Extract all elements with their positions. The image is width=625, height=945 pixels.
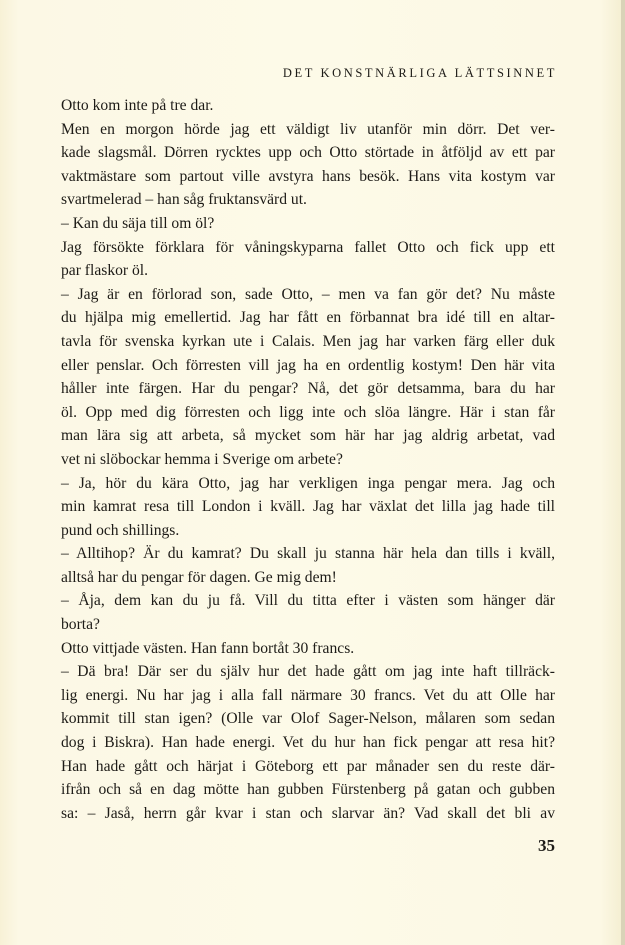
- text-line: kommit till stan igen? (Olle var Olof Sager-Nelson, målaren som sedan: [61, 710, 555, 728]
- text-line: vet ni slöbockar hemma i Sverige om arbete?: [61, 450, 343, 468]
- text-line: man lära sig att arbeta, så mycket som här har jag aldrig arbetat, vad: [61, 427, 555, 445]
- text-line: Otto vittjade västen. Han fann bortåt 30 francs.: [61, 639, 355, 657]
- text-line: – Dä bra! Där ser du själv hur det hade gått om jag inte haft tillräck-: [61, 663, 555, 681]
- text-line: eller penslar. Och förresten vill jag ha en ordentlig kostym! Den här vita: [61, 356, 555, 374]
- text-line: Han hade gått och härjat i Göteborg ett par månader sen du reste där-: [61, 757, 555, 775]
- text-line: sa: – Jaså, herrn går kvar i stan och slarvar än? Vad skall det bli av: [61, 804, 555, 822]
- body-text: [61, 94, 555, 825]
- text-line: pund och shillings.: [61, 521, 180, 539]
- text-line: – Alltihop? Är du kamrat? Du skall ju stanna här hela dan tills i kväll,: [61, 545, 555, 563]
- text-line: alltså har du pengar för dagen. Ge mig dem!: [61, 568, 337, 586]
- text-line: – Kan du säja till om öl?: [61, 214, 215, 232]
- text-line: par flaskor öl.: [61, 262, 149, 280]
- text-line: kade slagsmål. Dörren rycktes upp och Otto störtade in åtföljd av ett par: [61, 144, 555, 162]
- text-line: – Ja, hör du kära Otto, jag har verkligen inga pengar mera. Jag och: [61, 474, 555, 492]
- text-line: tavla för svenska kyrkan ute i Calais. Men jag har varken färg eller duk: [61, 332, 555, 350]
- running-head: DET KONSTNÄRLIGA LÄTTSINNET: [282, 66, 557, 80]
- text-line: Jag försökte förklara för våningskyparna fallet Otto och fick upp ett: [61, 238, 555, 256]
- text-line: svartmelerad – han såg fruktansvärd ut.: [61, 191, 307, 209]
- text-line: du hjälpa mig emellertid. Jag har fått en förbannat bra idé till en altar-: [61, 309, 555, 327]
- text-line: lig energi. Nu har jag i alla fall närmare 30 francs. Vet du att Olle har: [61, 686, 555, 704]
- text-line: dog i Biskra). Han hade energi. Vet du hur han fick pengar att resa hit?: [61, 734, 555, 752]
- text-line: öl. Opp med dig förresten och ligg inte och slöa längre. Här i stan får: [61, 403, 555, 421]
- text-line: – Jag är en förlorad son, sade Otto, – men va fan gör det? Nu måste: [61, 285, 555, 303]
- text-line: håller inte färgen. Har du pengar? Nå, det gör detsamma, bara du har: [61, 380, 555, 398]
- text-line: Otto kom inte på tre dar.: [61, 97, 214, 114]
- text-line: borta?: [61, 616, 100, 634]
- text-line: Men en morgon hörde jag ett väldigt liv utanför min dörr. Det ver-: [61, 120, 555, 138]
- text-line: min kamrat resa till London i kväll. Jag har växlat det lilla jag hade till: [61, 498, 555, 516]
- text-line: vaktmästare som partout ville avstyra hans besök. Hans vita kostym var: [61, 167, 555, 185]
- page-number: 35: [538, 836, 555, 855]
- text-line: – Åja, dem kan du ju få. Vill du titta efter i västen som hänger där: [61, 592, 555, 610]
- text-line: ifrån och så en dag mötte han gubben Fürstenberg på gatan och gubben: [61, 781, 555, 799]
